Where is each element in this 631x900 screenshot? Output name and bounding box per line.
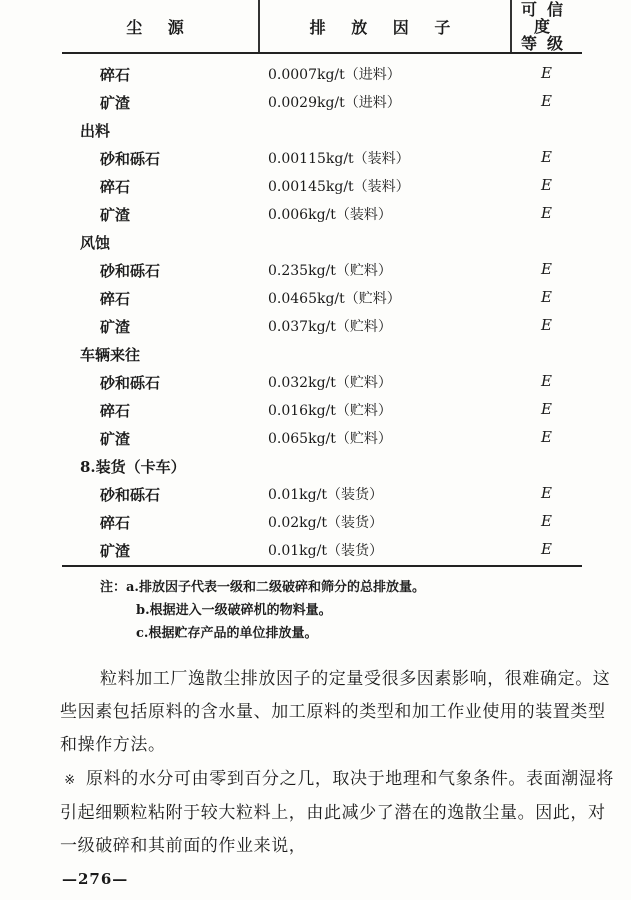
table-row — [62, 88, 582, 116]
row-factor: 0.065kg/t（贮料） — [268, 431, 392, 447]
row-factor: 0.0029kg/t（进料） — [268, 95, 401, 111]
row-grade: E — [541, 400, 552, 418]
row-grade: E — [541, 484, 552, 502]
row-factor: 0.01kg/t（装货） — [268, 543, 383, 559]
row-factor: 0.235kg/t（贮料） — [268, 263, 392, 279]
row-source: 砂和砾石 — [100, 374, 161, 392]
table-category-row — [62, 452, 582, 480]
row-source: 砂和砾石 — [100, 262, 161, 280]
row-source: 碎石 — [100, 514, 131, 532]
row-factor: 0.00145kg/t（装料） — [268, 179, 410, 195]
table-row — [62, 200, 582, 228]
table-row — [62, 368, 582, 396]
body-paragraph — [60, 763, 620, 863]
row-grade: E — [541, 148, 552, 166]
row-source: 矿渣 — [100, 206, 131, 224]
row-factor: 0.0465kg/t（贮料） — [268, 291, 401, 307]
table-category-row — [62, 340, 582, 368]
table-row — [62, 256, 582, 284]
row-grade: E — [541, 540, 552, 558]
row-grade: E — [541, 204, 552, 222]
row-grade: E — [541, 512, 552, 530]
table-category-row — [62, 228, 582, 256]
header-factor: 排 放 因 子 — [309, 17, 461, 37]
row-source: 砂和砾石 — [100, 150, 161, 168]
table-row — [62, 172, 582, 200]
category-label: 8.装货（卡车） — [80, 458, 186, 476]
header-source: 尘 源 — [126, 17, 194, 37]
row-grade: E — [541, 316, 552, 334]
table-row — [62, 508, 582, 536]
table-row — [62, 312, 582, 340]
row-source: 砂和砾石 — [100, 486, 161, 504]
emission-factor-table — [62, 0, 582, 560]
table-notes — [100, 576, 425, 645]
row-grade: E — [541, 260, 552, 278]
table-header — [62, 0, 582, 54]
table-category-row — [62, 116, 582, 144]
row-factor: 0.00115kg/t（装料） — [268, 151, 410, 167]
row-source: 矿渣 — [100, 430, 131, 448]
row-factor: 0.02kg/t（装货） — [268, 515, 383, 531]
body-paragraph-text: 原料的水分可由零到百分之几，取决于地理和气象条件。表面潮湿将引起细颗粒粘附于较大粒料上，由此减少了潜在的逸散尘量。因此，对一级破碎和其前面的作业来说， — [60, 769, 615, 856]
table-bottom-rule — [62, 565, 582, 567]
row-factor: 0.006kg/t（装料） — [268, 207, 392, 223]
row-source: 矿渣 — [100, 318, 131, 336]
table-row — [62, 424, 582, 452]
row-factor: 0.032kg/t（贮料） — [268, 375, 392, 391]
row-grade: E — [541, 64, 552, 82]
row-source: 碎石 — [100, 66, 131, 84]
category-label: 风蚀 — [80, 234, 111, 252]
table-row — [62, 60, 582, 88]
table-row — [62, 284, 582, 312]
row-factor: 0.037kg/t（贮料） — [268, 319, 392, 335]
row-source: 矿渣 — [100, 94, 131, 112]
row-grade: E — [541, 428, 552, 446]
body-paragraph: 粒料加工厂逸散尘排放因子的定量受很多因素影响，很难确定。这些因素包括原料的含水量、加工原料的类型和加工作业使用的装置类型和操作方法。 — [60, 669, 611, 755]
page-number: —276— — [62, 870, 129, 888]
paragraph-marker-icon: ※ — [64, 773, 76, 788]
row-source: 矿渣 — [100, 542, 131, 560]
table-row — [62, 144, 582, 172]
header-grade — [512, 0, 582, 52]
row-factor: 0.0007kg/t（进料） — [268, 67, 401, 83]
row-factor: 0.01kg/t（装货） — [268, 487, 383, 503]
header-grade-line1: 可信度 — [520, 0, 573, 36]
row-grade: E — [541, 372, 552, 390]
row-factor: 0.016kg/t（贮料） — [268, 403, 392, 419]
note-a: 注：a.排放因子代表一级和二级破碎和筛分的总排放量。 — [100, 580, 425, 595]
note-b: b.根据进入一级破碎机的物料量。 — [136, 603, 332, 618]
header-grade-line2: 等级 — [520, 33, 573, 53]
table-row — [62, 396, 582, 424]
category-label: 出料 — [80, 122, 111, 140]
row-grade: E — [541, 288, 552, 306]
row-grade: E — [541, 176, 552, 194]
table-row — [62, 480, 582, 508]
table-row — [62, 536, 582, 564]
row-source: 碎石 — [100, 290, 131, 308]
row-source: 碎石 — [100, 178, 131, 196]
row-grade: E — [541, 92, 552, 110]
note-c: c.根据贮存产品的单位排放量。 — [136, 626, 318, 641]
row-source: 碎石 — [100, 402, 131, 420]
category-label: 车辆来往 — [80, 346, 141, 364]
